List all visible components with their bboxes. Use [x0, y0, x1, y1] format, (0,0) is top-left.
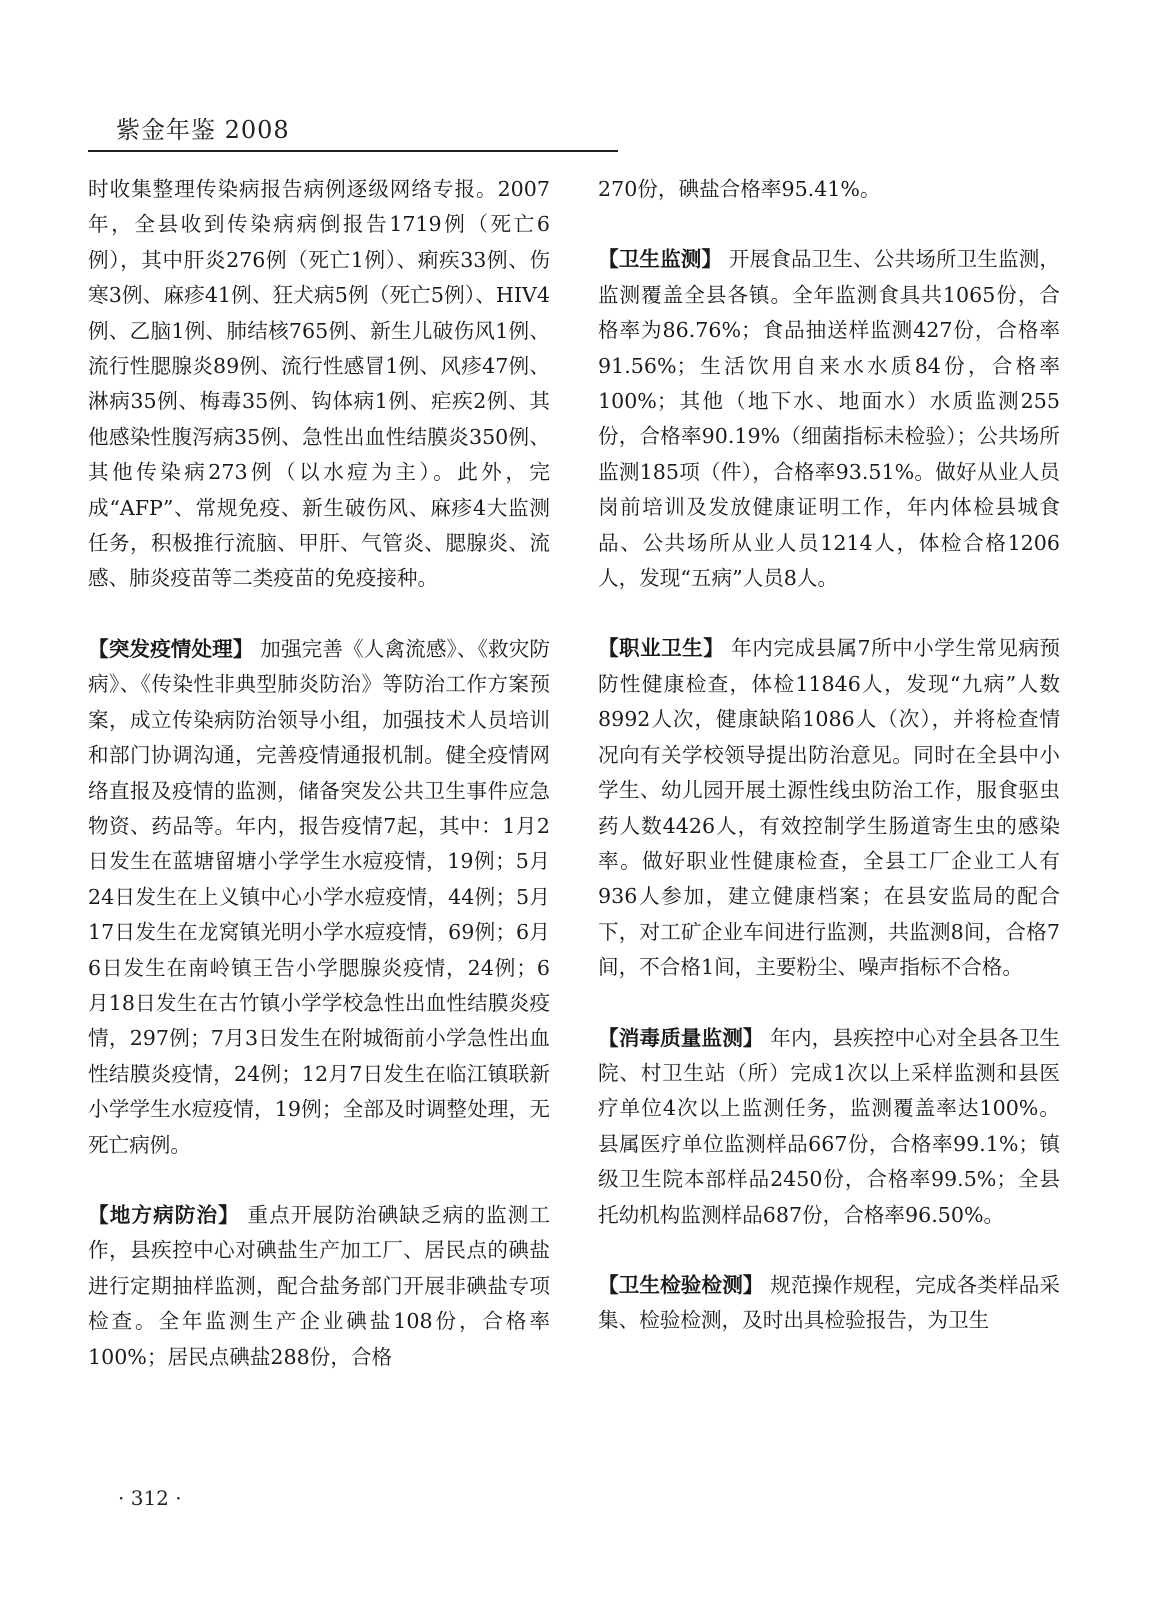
section-heading: 【突发疫情处理】: [88, 636, 254, 661]
paragraph-text: 重点开展防治碘缺乏病的监测工作，县疾控中心对碘盐生产加工厂、居民点的碘盐进行定期抽样监测，配合盐务部门开展非碘盐专项检查。全年监测生产企业碘盐108份，合格率100%；居民点碘盐288份，合格: [88, 1202, 551, 1369]
paragraph-health-monitoring: [598, 242, 1060, 596]
paragraph-lab-testing: [598, 1268, 1060, 1339]
left-column: [88, 172, 550, 1375]
section-heading: 【职业卫生】: [598, 636, 725, 661]
header-rule: [88, 150, 618, 152]
section-heading: 【地方病防治】: [88, 1202, 240, 1227]
paragraph-disinfection-monitoring: [598, 1021, 1060, 1233]
paragraph-occupational-health: [598, 631, 1060, 985]
paragraph-text: 规范操作规程，完成各类样品采集、检验检测，及时出具检验报告，为卫生: [598, 1272, 1061, 1333]
paragraph-text: 年内，县疾控中心对全县各卫生院、村卫生站（所）完成1次以上采样监测和县医疗单位4次以上监测任务，监测覆盖率达100%。县属医疗单位监测样品667份，合格率99.1%；镇级卫生院本部样品2450份，合格率99.5%；全县托幼机构监测样品687份，合格率96.50%。: [598, 1025, 1061, 1227]
paragraph-continued: [598, 172, 1060, 207]
paragraph-text: 开展食品卫生、公共场所卫生监测，监测覆盖全县各镇。全年监测食具共1065份，合格率为86.76%；食品抽送样监测427份，合格率91.56%；生活饮用自来水水质84份，合格率100%；其他（地下水、地面水）水质监测255份，合格率90.19%（细菌指标未检验）；公共场所监测185项（件），合格率93.51%。做好从业人员岗前培训及发放健康证明工作，年内体检县城食品、公共场所从业人员1214人，体检合格1206人，发现“五病”人员8人。: [598, 247, 1061, 591]
paragraph-text: 加强完善《人禽流感》、《救灾防病》、《传染性非典型肺炎防治》等防治工作方案预案，成立传染病防治领导小组，加强技术人员培训和部门协调沟通，完善疫情通报机制。健全疫情网络直报及疫情的监测，储备突发公共卫生事件应急物资、药品等。年内，报告疫情7起，其中：1月2日发生在蓝塘留塘小学学生水痘疫情，19例；5月24日发生在上义镇中心小学水痘疫情，44例；5月17日发生在龙窝镇光明小学水痘疫情，69例；6月6日发生在南岭镇王告小学腮腺炎疫情，24例；6月18日发生在古竹镇小学学校急性出血性结膜炎疫情，297例；7月3日发生在附城衙前小学急性出血性结膜炎疫情，24例；12月7日发生在临江镇联新小学学生水痘疫情，19例；全部及时调整处理，无死亡病例。: [88, 636, 551, 1157]
right-column: [598, 172, 1060, 1339]
paragraph-endemic-prevention: [88, 1198, 550, 1375]
section-heading: 【消毒质量监测】: [598, 1025, 764, 1050]
section-heading: 【卫生检验检测】: [598, 1272, 764, 1297]
paragraph-disease-report: [88, 172, 550, 597]
page-number: · 312 ·: [118, 1486, 182, 1510]
paragraph-text: 年内完成县属7所中小学生常见病预防性健康检查，体检11846人，发现“九病”人数8992人次，健康缺陷1086人（次），并将检查情况向有关学校领导提出防治意见。同时在全县中小学生、幼儿园开展土源性线虫防治工作，服食驱虫药人数4426人，有效控制学生肠道寄生虫的感染率。做好职业性健康检查，全县工厂企业工人有936人参加，建立健康档案；在县安监局的配合下，对工矿企业车间进行监测，共监测8间，合格7间，不合格1间，主要粉尘、噪声指标不合格。: [598, 636, 1061, 980]
section-heading: 【卫生监测】: [598, 247, 723, 272]
paragraph-text: 270份，碘盐合格率95.41%。: [598, 177, 881, 201]
paragraph-outbreak-handling: [88, 632, 550, 1163]
running-title: 紫金年鉴 2008: [116, 116, 290, 144]
paragraph-text: 时收集整理传染病报告病例逐级网络专报。2007年，全县收到传染病病倒报告1719例（死亡6例），其中肝炎276例（死亡1例）、痢疾33例、伤寒3例、麻疹41例、狂犬病5例（死亡5例）、HIV4例、乙脑1例、肺结核765例、新生儿破伤风1例、流行性腮腺炎89例、流行性感冒1例、风疹47例、淋病35例、梅毒35例、钩体病1例、疟疾2例、其他感染性腹泻病35例、急性出血性结膜炎350例、其他传染病273例（以水痘为主）。此外，完成“AFP”、常规免疫、新生破伤风、麻疹4大监测任务，积极推行流脑、甲肝、气管炎、腮腺炎、流感、肺炎疫苗等二类疫苗的免疫接种。: [88, 177, 550, 591]
